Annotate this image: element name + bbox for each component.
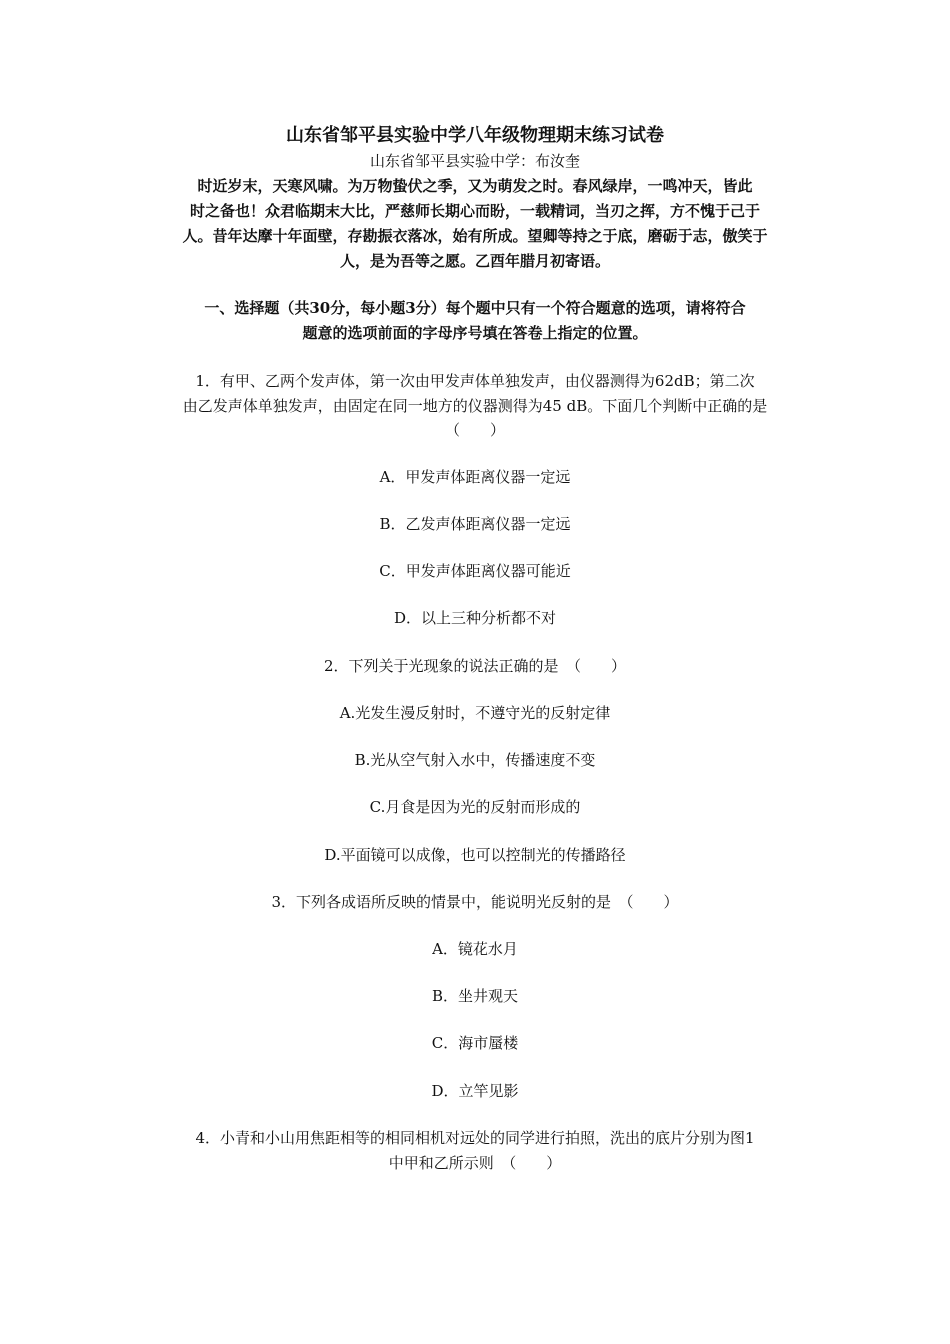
option-c: C.月食是因为光的反射而形成的 (369, 798, 581, 816)
option-d: D．以上三种分析都不对 (393, 609, 557, 627)
section-heading-line: 一、选择题（共30分，每小题3分）每个题中只有一个符合题意的选项，请将符合 (204, 299, 746, 317)
author-line: 山东省邹平县实验中学：布汝奎 (369, 152, 580, 170)
question-stem: 4．小青和小山用焦距相等的相同相机对远处的同学进行拍照，洗出的底片分别为图1 (195, 1129, 755, 1147)
option-c: C．甲发声体距离仪器可能近 (379, 562, 571, 580)
question-stem: 由乙发声体单独发声，由固定在同一地方的仪器测得为45 dB。下面几个判断中正确的是 (182, 397, 768, 415)
question-stem: 3．下列各成语所反映的情景中，能说明光反射的是 （ ） (271, 893, 679, 911)
question-stem: 2．下列关于光现象的说法正确的是 （ ） (323, 657, 627, 675)
option-c: C．海市蜃楼 (431, 1034, 519, 1052)
option-b: B．坐井观天 (431, 987, 519, 1005)
preface-line: 人。昔年达摩十年面壁，存勘振衣落冰，始有所成。望卿等持之于底，磨砺于志，傲笑于 (182, 227, 768, 245)
option-a: A.光发生漫反射时，不遵守光的反射定律 (339, 704, 611, 722)
option-b: B．乙发声体距离仪器一定远 (379, 515, 571, 533)
exam-title: 山东省邹平县实验中学八年级物理期末练习试卷 (286, 125, 664, 146)
answer-bracket: （ ） (444, 421, 505, 439)
option-a: A．甲发声体距离仪器一定远 (379, 468, 571, 486)
preface-line: 时近岁末，天寒风啸。为万物蛰伏之季，又为萌发之时。春风绿岸，一鸣冲天，皆此 (197, 177, 753, 195)
question-stem: 中甲和乙所示则 （ ） (388, 1154, 562, 1172)
preface-line: 时之备也！众君临期末大比，严慈师长期心而盼，一载精词，当刃之挥，方不愧于己于 (189, 202, 760, 220)
option-a: A．镜花水月 (432, 940, 518, 958)
option-d: D．立竿见影 (431, 1082, 519, 1100)
option-d: D.平面镜可以成像，也可以控制光的传播路径 (324, 846, 626, 864)
section-heading-line: 题意的选项前面的字母序号填在答卷上指定的位置。 (302, 324, 648, 342)
preface-line: 人，是为吾等之愿。乙酉年腊月初寄语。 (339, 252, 610, 270)
question-stem: 1．有甲、乙两个发声体，第一次由甲发声体单独发声，由仪器测得为62dB；第二次 (195, 372, 755, 390)
option-b: B.光从空气射入水中，传播速度不变 (354, 751, 596, 769)
